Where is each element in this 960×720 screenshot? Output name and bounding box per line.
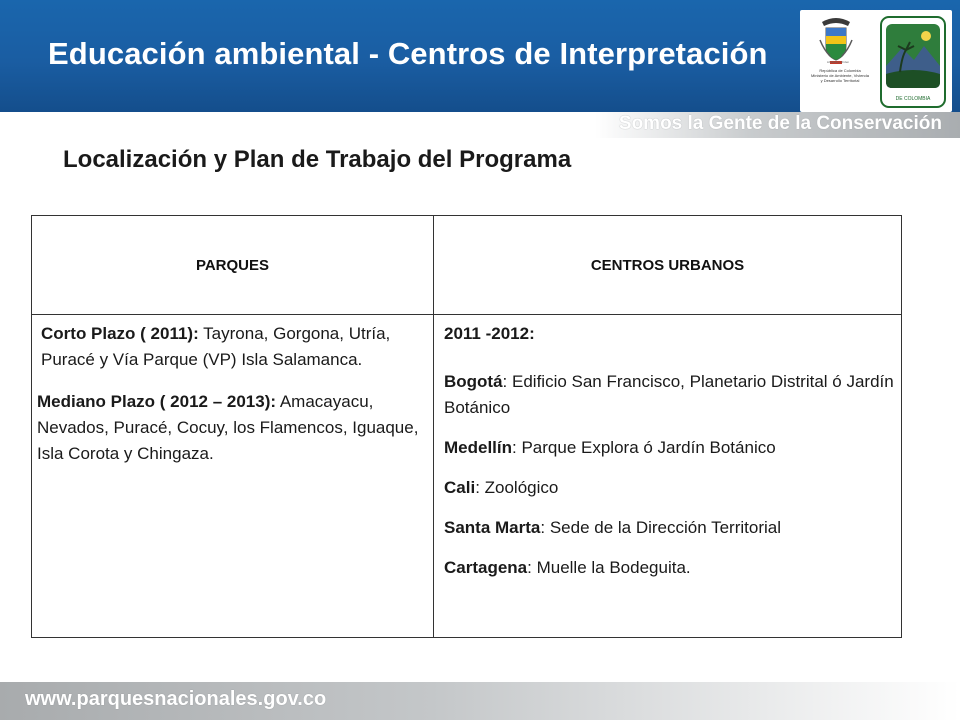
column-header-centros-urbanos: CENTROS URBANOS	[434, 216, 902, 315]
column-header-parques: PARQUES	[32, 216, 434, 315]
section-subtitle: Localización y Plan de Trabajo del Programa	[63, 146, 572, 173]
logo-panel	[800, 10, 952, 112]
parques-nacionales-logo-icon	[880, 16, 946, 108]
city-entry-bogota: Bogotá: Edificio San Francisco, Planetario Distrital ó Jardín Botánico	[444, 372, 894, 417]
table-header-row	[32, 216, 902, 315]
city-entry-santa-marta: Santa Marta: Sede de la Dirección Territorial	[444, 518, 782, 537]
header-banner	[0, 0, 960, 112]
short-term-entry: Corto Plazo ( 2011): Tayrona, Gorgona, Utría, Puracé y Vía Parque (VP) Isla Salamanca.	[41, 324, 391, 369]
period-label: 2011 -2012:	[444, 324, 535, 343]
government-name: República de Colombia Ministerio de Ambiente, Vivienda y Desarrollo Territorial	[811, 68, 869, 83]
city-entry-cartagena: Cartagena: Muelle la Bodeguita.	[444, 558, 691, 577]
table-row	[32, 315, 902, 638]
svg-text:DE COLOMBIA: DE COLOMBIA	[895, 96, 931, 102]
work-plan-table	[31, 215, 902, 638]
parques-cell	[32, 315, 434, 638]
centros-urbanos-cell	[434, 315, 902, 638]
government-motto: Libertad y Orden	[826, 60, 850, 64]
colombia-coat-of-arms-icon	[818, 16, 854, 66]
medium-term-entry: Mediano Plazo ( 2012 – 2013): Amacayacu, Nevados, Puracé, Cocuy, los Flamencos, Iguaque, Isla Corota y Chingaza.	[37, 392, 419, 463]
slogan: Somos la Gente de la Conservación	[618, 113, 942, 134]
city-entry-cali: Cali: Zoológico	[444, 478, 559, 497]
page-title: Educación ambiental - Centros de Interpretación	[48, 36, 768, 71]
city-entry-medellin: Medellín: Parque Explora ó Jardín Botánico	[444, 438, 776, 457]
footer-url[interactable]: www.parquesnacionales.gov.co	[25, 688, 327, 710]
